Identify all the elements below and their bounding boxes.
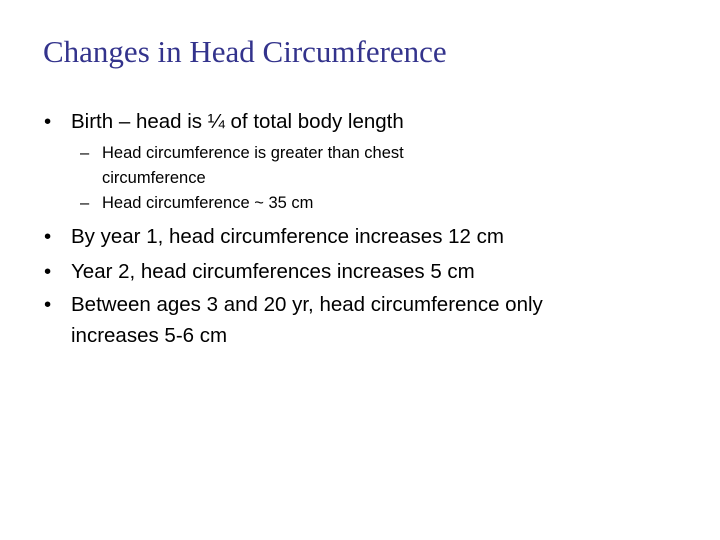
bullet-marker: •: [44, 293, 52, 316]
sub-bullet-text: Head circumference ~ 35 cm: [102, 194, 314, 212]
bullet-item: [44, 221, 604, 252]
bullet-item: [44, 106, 604, 137]
bullet-marker: •: [44, 110, 52, 133]
bullet-text: Year 2, head circumferences increases 5 cm: [71, 260, 475, 283]
sub-bullet-marker: –: [80, 144, 90, 162]
sub-bullet-item: [80, 141, 500, 191]
bullet-text: Between ages 3 and 20 yr, head circumference only increases 5-6 cm: [71, 293, 543, 347]
sub-bullet-marker: –: [80, 194, 90, 212]
sub-bullet-item: [80, 191, 500, 216]
bullet-text: By year 1, head circumference increases 12 cm: [71, 225, 504, 248]
slide-title: Changes in Head Circumference: [43, 34, 447, 69]
bullet-item: [44, 289, 589, 351]
sub-bullet-text: Head circumference is greater than chest circumference: [102, 144, 404, 187]
bullet-text: Birth – head is ¼ of total body length: [71, 110, 404, 133]
bullet-item: [44, 256, 604, 287]
bullet-marker: •: [44, 260, 52, 283]
bullet-marker: •: [44, 225, 52, 248]
